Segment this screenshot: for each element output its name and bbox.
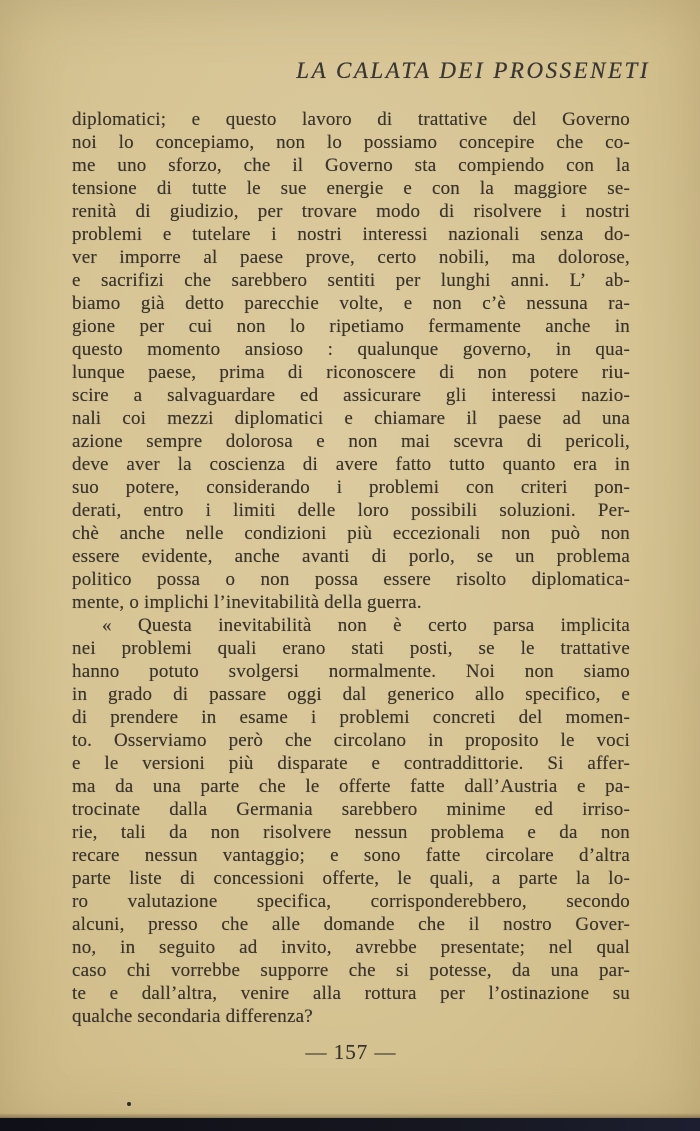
text-line: to. Osserviamo però che circolano in proposito le voci (72, 730, 630, 751)
text-line: hanno potuto svolgersi normalmente. Noi non siamo (72, 661, 630, 682)
text-line: alcuni, presso che alle domande che il nostro Gover- (72, 914, 630, 935)
text-line: caso chi vorrebbe supporre che si potesse, da una par- (72, 960, 630, 981)
text-line: deve aver la coscienza di avere fatto tutto quanto era in (72, 454, 630, 475)
text-line: scire a salvaguardare ed assicurare gli interessi nazio- (72, 385, 630, 406)
text-line: biamo già detto parecchie volte, e non c’è nessuna ra- (72, 293, 630, 314)
text-line: renità di giudizio, per trovare modo di risolvere i nostri (72, 201, 630, 222)
text-line: problemi e tutelare i nostri interessi nazionali senza do- (72, 224, 630, 245)
text-line: ma da una parte che le offerte fatte dall’Austria e pa- (72, 776, 630, 797)
text-line: rie, tali da non risolvere nessun problema e da non (72, 822, 630, 843)
text-line: te e dall’altra, venire alla rottura per l’ostinazione su (72, 983, 630, 1004)
text-line: suo potere, considerando i problemi con criteri pon- (72, 477, 630, 498)
text-line: e sacrifizi che sarebbero sentiti per lunghi anni. L’ ab- (72, 270, 630, 291)
text-line: derati, entro i limiti delle loro possibili soluzioni. Per- (72, 500, 630, 521)
paragraph-1 (72, 108, 630, 614)
text-line: lunque paese, prima di riconoscere di non potere riu- (72, 362, 630, 383)
paragraph-2 (72, 614, 630, 1028)
text-line: mente, o implichi l’inevitabilità della guerra. (72, 592, 422, 613)
text-line: noi lo concepiamo, non lo possiamo concepire che co- (72, 132, 630, 153)
text-block (72, 108, 630, 1028)
scan-edge-bottom (0, 1118, 700, 1131)
text-line: trocinate dalla Germania sarebbero minime ed irriso- (72, 799, 630, 820)
text-line: diplomatici; e questo lavoro di trattative del Governo (72, 109, 630, 130)
text-line: azione sempre dolorosa e non mai scevra di pericoli, (72, 431, 630, 452)
text-line: tensione di tutte le sue energie e con la maggiore se- (72, 178, 630, 199)
text-line: ro valutazione specifica, corrisponderebbero, secondo (72, 891, 630, 912)
text-line: recare nessun vantaggio; e sono fatte circolare d’altra (72, 845, 630, 866)
running-title: LA CALATA DEI PROSSENETI (296, 58, 650, 83)
ink-speck (127, 1102, 131, 1106)
text-line: chè anche nelle condizioni più eccezionali non può non (72, 523, 630, 544)
text-line: di prendere in esame i problemi concreti del momen- (72, 707, 630, 728)
text-line: me uno sforzo, che il Governo sta compiendo con la (72, 155, 630, 176)
text-line: qualche secondaria differenza? (72, 1006, 313, 1027)
text-line: essere evidente, anche avanti di porlo, se un problema (72, 546, 630, 567)
text-line: politico possa o non possa essere risolto diplomatica- (72, 569, 630, 590)
text-line: e le versioni più disparate e contraddittorie. Si affer- (72, 753, 630, 774)
text-line: gione per cui non lo ripetiamo fermamente anche in (72, 316, 630, 337)
text-line: in grado di passare oggi dal generico allo specifico, e (72, 684, 630, 705)
text-line: parte liste di concessioni offerte, le quali, a parte la lo- (72, 868, 630, 889)
text-line: no, in seguito ad invito, avrebbe presentate; nel qual (72, 937, 630, 958)
text-line: nali coi mezzi diplomatici e chiamare il paese ad una (72, 408, 630, 429)
text-line: nei problemi quali erano stati posti, se le trattative (72, 638, 630, 659)
text-line: ver imporre al paese prove, certo nobili, ma dolorose, (72, 247, 630, 268)
text-line: « Questa inevitabilità non è certo parsa implicita (102, 615, 630, 636)
text-line: questo momento ansioso : qualunque governo, in qua- (72, 339, 630, 360)
page-number: — 157 — (305, 1040, 397, 1064)
